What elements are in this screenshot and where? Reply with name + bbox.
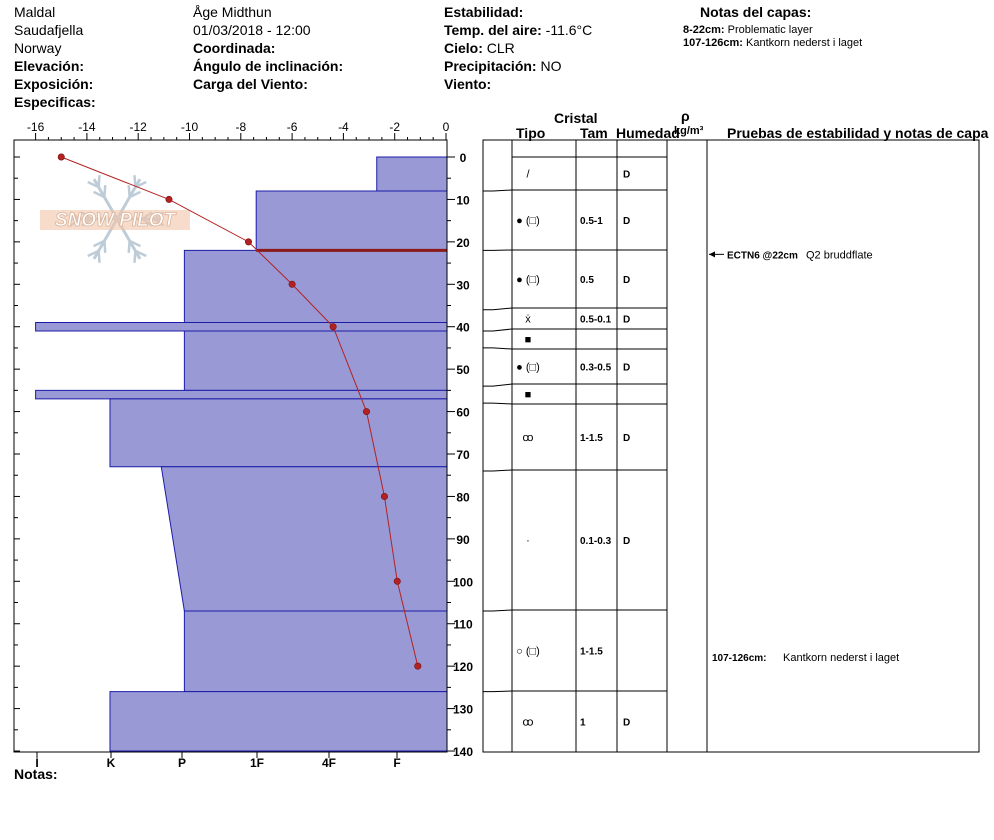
- temp-tick-label: -4: [338, 120, 349, 134]
- layer-moisture: D: [623, 717, 631, 729]
- hardness-label: P: [177, 756, 187, 770]
- layer-moisture: D: [623, 433, 631, 444]
- depth-connector: [483, 610, 512, 611]
- layer-grain: ● (□): [516, 215, 540, 227]
- layer-grain: ꝏ: [522, 432, 534, 444]
- hardness-bar: [110, 399, 447, 467]
- depth-tick-label: 80: [456, 490, 470, 505]
- hardness-bar: [184, 250, 447, 322]
- hardness-bar: [161, 467, 447, 611]
- moisture-header: Humedad: [616, 125, 680, 141]
- layer-grain: /: [526, 168, 530, 181]
- crystal-header: Cristal: [554, 110, 598, 126]
- test-pointer-arrow: [709, 251, 715, 257]
- density-symbol: ρ: [681, 108, 690, 124]
- table-layer-note-range: 107-126cm:: [712, 653, 767, 664]
- layer-size: 1-1.5: [580, 433, 603, 444]
- temperature-point: [363, 408, 369, 414]
- specifics-label: Especificas:: [14, 94, 96, 110]
- temperature-point: [381, 493, 387, 499]
- depth-connector: [483, 308, 512, 310]
- layer-moisture: D: [623, 536, 631, 547]
- size-header: Tam: [580, 125, 608, 141]
- layer-moisture: D: [623, 275, 631, 286]
- depth-tick-label: 70: [456, 448, 470, 463]
- stability-label: Estabilidad:: [444, 4, 524, 20]
- temp-tick-label: -8: [235, 120, 247, 134]
- layer-size: 1: [580, 717, 586, 729]
- slope-label: Ángulo de inclinación:: [193, 58, 344, 74]
- test-note: Q2 bruddflate: [806, 249, 873, 262]
- depth-tick-label: 110: [453, 617, 473, 632]
- type-header: Tipo: [516, 125, 546, 141]
- hardness-bar: [377, 157, 447, 191]
- layer-grain: ẋ: [525, 313, 531, 326]
- layer-note-1-range: 8-22cm:: [683, 24, 725, 36]
- depth-connector: [483, 403, 512, 404]
- hardness-label: K: [106, 756, 116, 770]
- country: Norway: [14, 40, 62, 56]
- depth-tick-label: 10: [456, 193, 470, 208]
- coordinate-label: Coordinada:: [193, 40, 276, 56]
- layer-grain: ·: [526, 535, 530, 547]
- layer-grain: ꝏ: [522, 716, 534, 729]
- depth-tick-label: 0: [459, 151, 467, 165]
- hardness-bar: [36, 322, 447, 330]
- depth-tick-label: 120: [452, 660, 474, 675]
- elevation-label: Elevación:: [14, 58, 85, 74]
- temp-tick-label: -6: [286, 120, 298, 134]
- temp-tick-label: 0: [442, 120, 450, 134]
- temperature-point: [330, 324, 336, 330]
- layer-note-2-text: Kantkorn nederst i laget: [746, 37, 863, 49]
- hardness-label: I: [35, 756, 39, 770]
- depth-connector: [483, 384, 512, 386]
- depth-connector: [483, 470, 512, 471]
- temperature-point: [166, 196, 172, 202]
- watermark: [40, 175, 190, 263]
- exposure-label: Exposición:: [14, 76, 94, 92]
- depth-connector: [483, 348, 512, 349]
- hardness-bars: [36, 157, 447, 751]
- hardness-bar: [256, 191, 447, 250]
- depth-tick-label: 140: [452, 745, 474, 760]
- layer-moisture: D: [623, 314, 631, 326]
- layer-notes-title: Notas del capas:: [700, 4, 812, 20]
- precip-value: NO: [540, 58, 562, 74]
- depth-tick-label: 20: [456, 235, 470, 250]
- temperature-point: [415, 663, 421, 669]
- temp-tick-label: -14: [78, 120, 96, 134]
- layer-moisture: D: [623, 216, 631, 227]
- layer-size: 0.3-0.5: [580, 362, 612, 374]
- hardness-bar: [110, 692, 447, 751]
- wind-label: Viento:: [444, 76, 492, 92]
- layer-grain: ■: [524, 334, 532, 346]
- depth-tick-label: 90: [456, 532, 470, 547]
- temp-tick-label: -2: [389, 120, 401, 134]
- depth-connector: [483, 190, 512, 191]
- watermark-text: SNOW PILOT: [54, 210, 176, 231]
- layer-moisture: D: [623, 362, 631, 374]
- area: Saudafjella: [14, 22, 84, 38]
- temperature-point: [245, 239, 251, 245]
- layer-note-1-text: Problematic layer: [727, 24, 813, 36]
- sky-value: CLR: [486, 40, 515, 56]
- density-unit: kg/m³: [674, 125, 704, 137]
- datetime: 01/03/2018 - 12:00: [193, 22, 311, 38]
- hardness-label: F: [393, 756, 401, 770]
- notes-label: Notas:: [14, 766, 58, 782]
- depth-tick-label: 30: [456, 278, 470, 293]
- wind-load-label: Carga del Viento:: [193, 76, 308, 92]
- depth-connector: [483, 329, 512, 331]
- layer-grain: ● (□): [516, 361, 540, 374]
- layer-size: 0.5-1: [580, 216, 603, 227]
- temp-tick-label: -10: [180, 120, 199, 134]
- depth-tick-label: 130: [452, 702, 474, 717]
- layer-size: 0.5: [580, 275, 594, 286]
- depth-tick-label: 100: [452, 575, 474, 590]
- temperature-point: [394, 578, 400, 584]
- test-code: ECTN6 @22cm: [727, 250, 798, 262]
- temp-tick-label: -16: [26, 120, 45, 134]
- layer-grain: ○ (□): [516, 645, 540, 658]
- precip-label: Precipitación:: [444, 58, 537, 74]
- depth-connector: [483, 691, 512, 692]
- depth-tick-label: 40: [456, 320, 470, 335]
- layer-table: [483, 140, 979, 752]
- hardness-label: 1F: [249, 756, 265, 770]
- location: Maldal: [14, 4, 56, 20]
- table-layer-note-text: Kantkorn nederst i laget: [783, 652, 900, 664]
- layer-size: 1-1.5: [580, 646, 603, 658]
- hardness-bar: [36, 390, 447, 398]
- hardness-bar: [184, 331, 447, 390]
- depth-tick-label: 60: [456, 405, 470, 420]
- layer-grain: ● (□): [516, 274, 540, 286]
- layer-size: 0.5-0.1: [580, 314, 612, 326]
- observer: Åge Midthun: [193, 4, 272, 20]
- temperature-point: [289, 281, 295, 287]
- sky-label: Cielo:: [444, 40, 483, 56]
- air-temp-value: -11.6°C: [545, 22, 593, 38]
- temperature-point: [58, 154, 64, 160]
- temp-tick-label: -12: [129, 120, 147, 134]
- air-temp-label: Temp. del aire:: [444, 22, 542, 38]
- layer-moisture: D: [623, 169, 631, 181]
- tests-header: Pruebas de estabilidad y notas de capa: [727, 125, 989, 141]
- depth-tick-label: 50: [456, 363, 470, 378]
- layer-grain: ■: [524, 389, 532, 401]
- hardness-label: 4F: [321, 756, 337, 770]
- layer-size: 0.1-0.3: [580, 536, 612, 547]
- layer-note-2-range: 107-126cm:: [683, 37, 743, 49]
